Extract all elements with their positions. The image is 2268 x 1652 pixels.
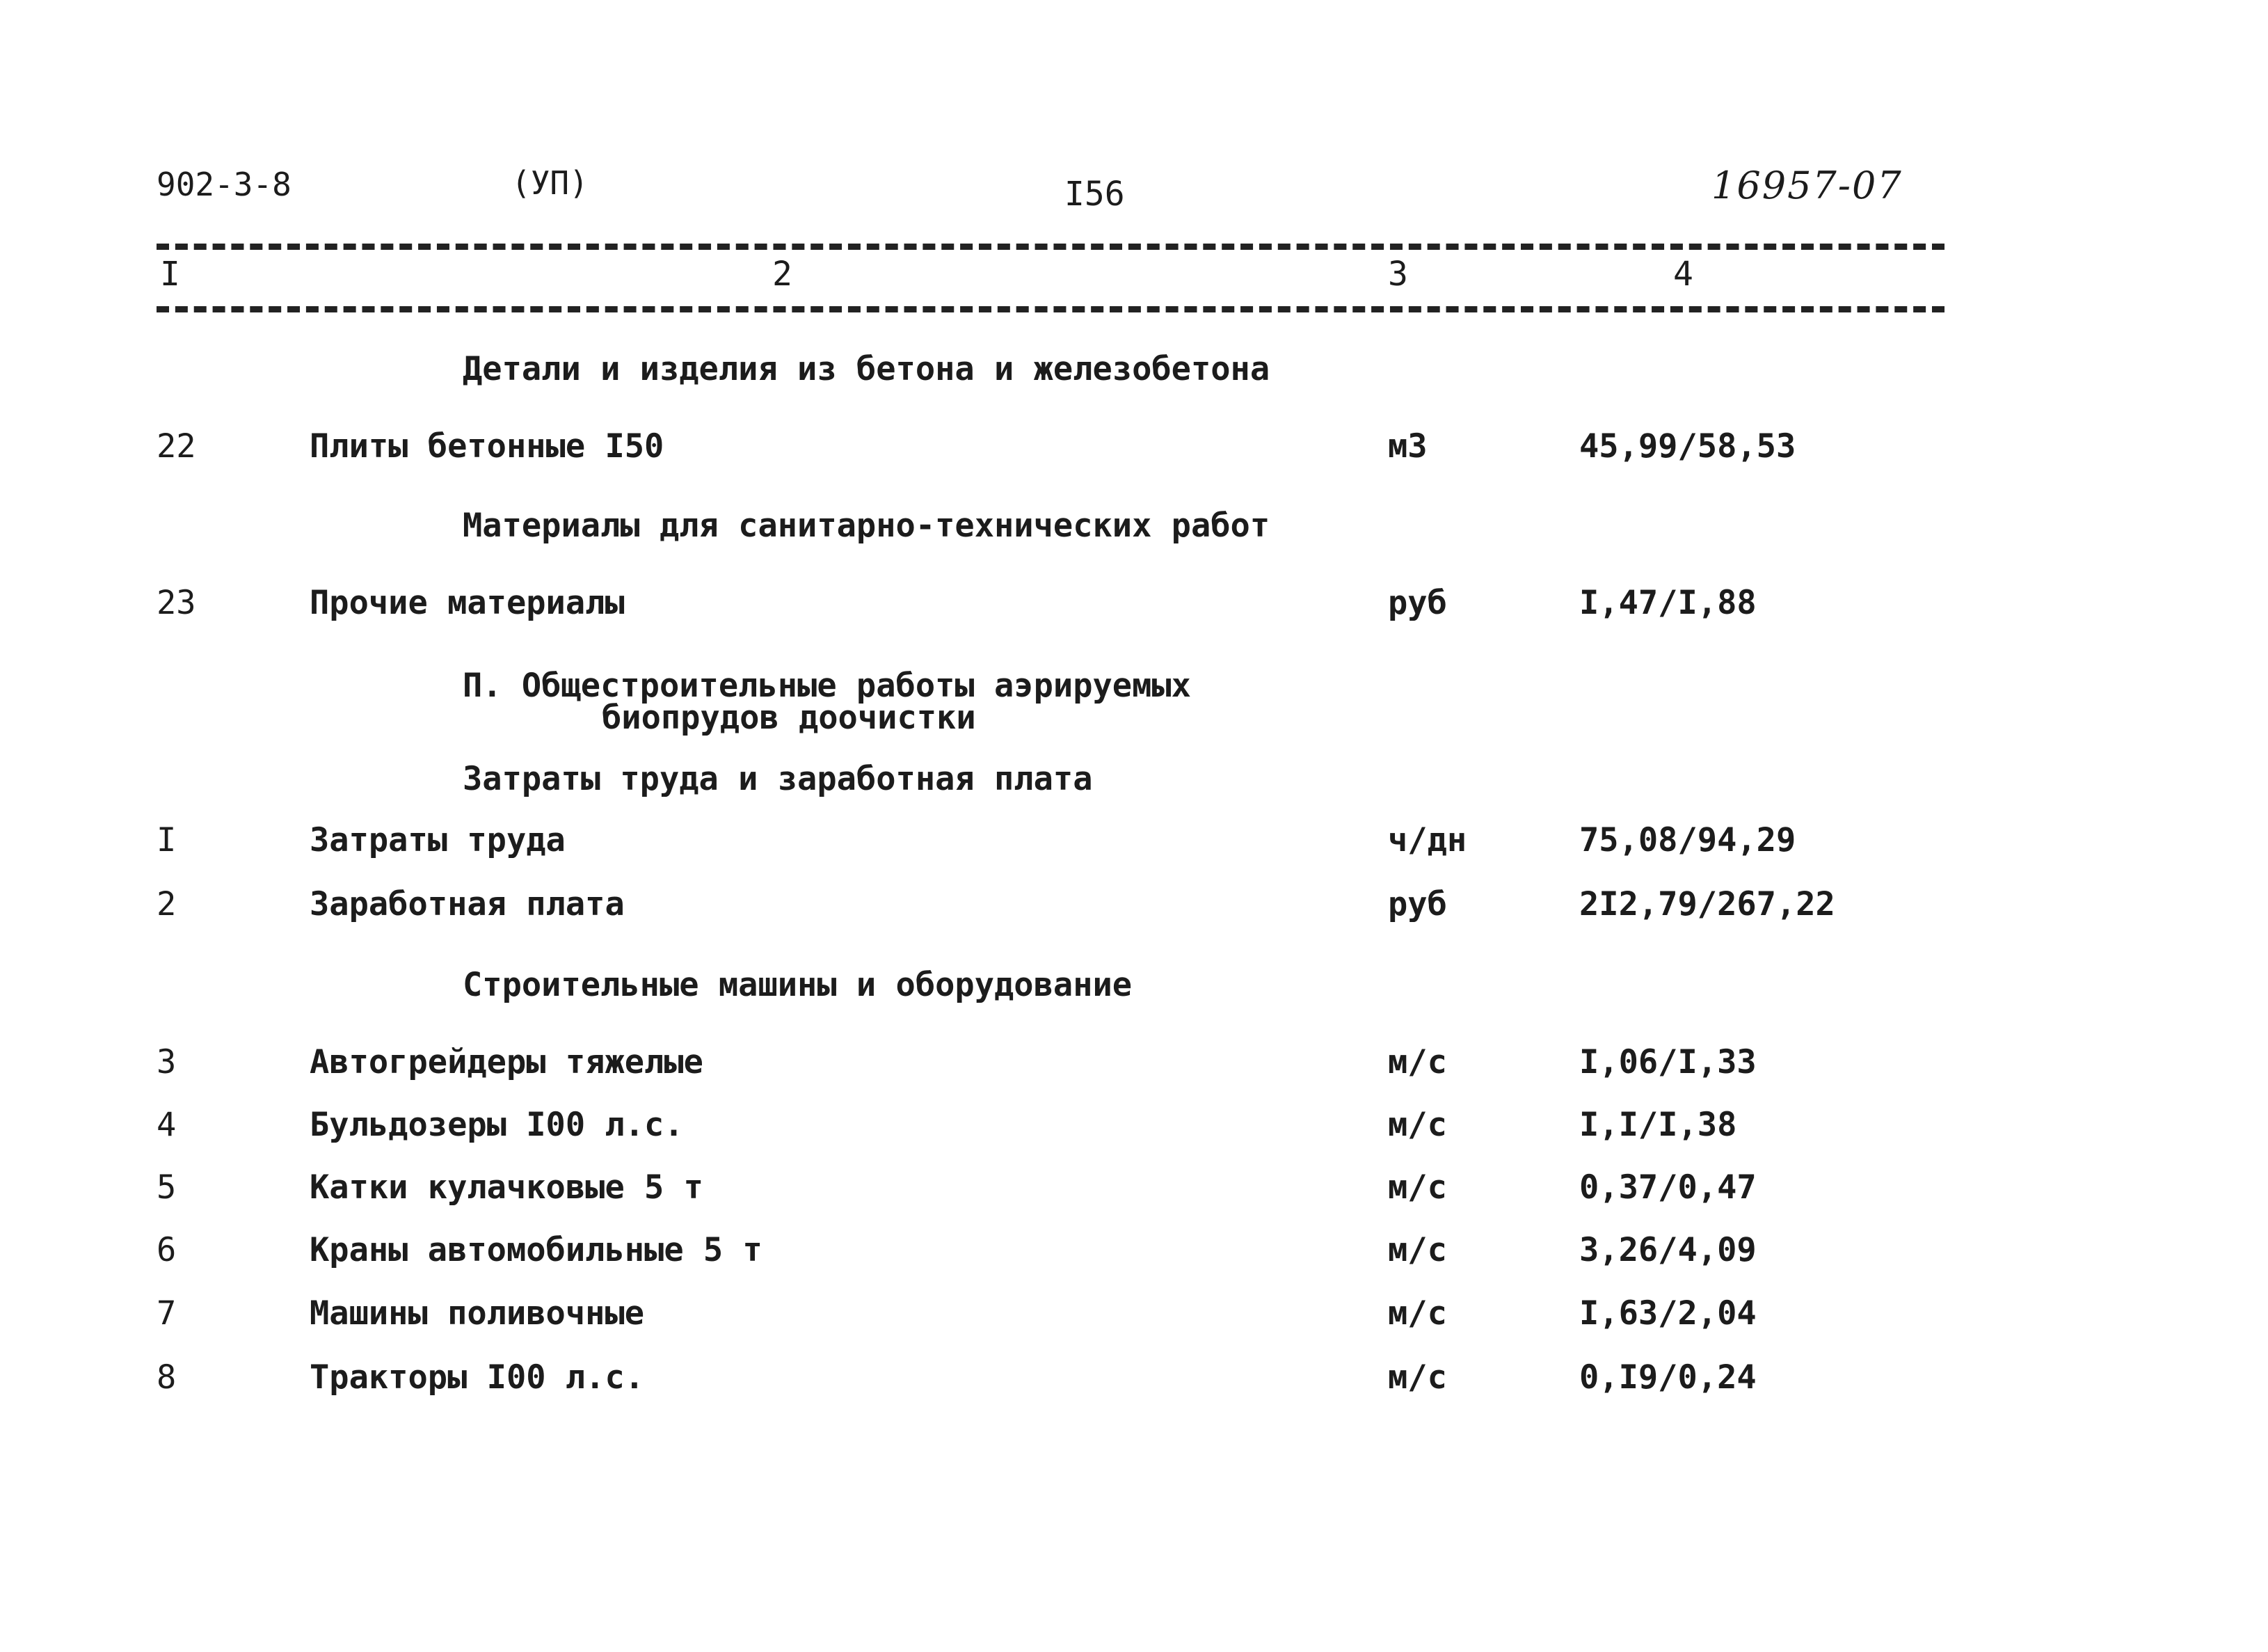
row-name: Катки кулачковые 5 т: [310, 1168, 703, 1207]
row-value: 3,26/4,09: [1579, 1231, 1757, 1269]
section-heading: Затраты труда и заработная плата: [463, 760, 1093, 798]
section-heading: Материалы для санитарно-технических работ: [463, 507, 1270, 545]
row-number: 23: [157, 584, 196, 622]
row-unit: руб: [1388, 885, 1447, 923]
table-row: [0, 1042, 2268, 1083]
bottom-dashed-rule: [157, 306, 1944, 312]
row-number: 2: [157, 885, 177, 923]
table-row: [0, 1104, 2268, 1146]
row-unit: руб: [1388, 584, 1447, 622]
table-row: [0, 1293, 2268, 1335]
row-value: I,I/I,38: [1579, 1106, 1737, 1144]
document-number: 16957-07: [1711, 164, 1903, 207]
part-heading-line-2: биопрудов доочистки: [602, 699, 976, 737]
row-value: 75,08/94,29: [1579, 821, 1796, 859]
row-unit: м3: [1388, 427, 1428, 466]
row-name: Тракторы I00 л.с.: [310, 1358, 645, 1397]
row-unit: м/с: [1388, 1106, 1447, 1144]
row-value: I,63/2,04: [1579, 1294, 1757, 1333]
row-number: 8: [157, 1358, 177, 1397]
part-heading-line-1: П. Общестроительные работы аэрируемых: [463, 667, 1191, 705]
column-number-3: 3: [1388, 255, 1408, 294]
section-heading: Детали и изделия из бетона и железобетона: [463, 350, 1270, 388]
row-name: Бульдозеры I00 л.с.: [310, 1106, 684, 1144]
row-unit: м/с: [1388, 1043, 1447, 1081]
row-number: I: [157, 821, 177, 859]
row-name: Плиты бетонные I50: [310, 427, 664, 466]
table-row: [0, 820, 2268, 861]
row-number: 5: [157, 1168, 177, 1207]
row-name: Краны автомобильные 5 т: [310, 1231, 762, 1269]
row-value: 0,37/0,47: [1579, 1168, 1757, 1207]
row-value: I,06/I,33: [1579, 1043, 1757, 1081]
column-number-2: 2: [772, 255, 792, 294]
row-unit: м/с: [1388, 1231, 1447, 1269]
row-unit: ч/дн: [1388, 821, 1467, 859]
row-unit: м/с: [1388, 1358, 1447, 1397]
part-heading: [463, 667, 1191, 737]
column-number-4: 4: [1673, 255, 1693, 294]
project-code: 902-3-8: [157, 166, 292, 203]
row-name: Затраты труда: [310, 821, 566, 859]
row-value: 0,I9/0,24: [1579, 1358, 1757, 1397]
row-number: 3: [157, 1043, 177, 1081]
row-value: 2I2,79/267,22: [1579, 885, 1835, 923]
column-number-1: I: [160, 255, 180, 294]
row-value: 45,99/58,53: [1579, 427, 1796, 466]
row-name: Прочие материалы: [310, 584, 625, 622]
section-heading: Строительные машины и оборудование: [463, 966, 1133, 1004]
table-row: [0, 1357, 2268, 1399]
table-row: [0, 582, 2268, 624]
row-name: Заработная плата: [310, 885, 625, 923]
row-unit: м/с: [1388, 1294, 1447, 1333]
row-unit: м/с: [1388, 1168, 1447, 1207]
page-number: I56: [1064, 175, 1125, 214]
row-name: Машины поливочные: [310, 1294, 645, 1333]
row-number: 4: [157, 1106, 177, 1144]
row-number: 7: [157, 1294, 177, 1333]
row-value: I,47/I,88: [1579, 584, 1757, 622]
table-row: [0, 426, 2268, 468]
variant-label: (УП): [511, 164, 589, 202]
table-row: [0, 884, 2268, 926]
table-row: [0, 1167, 2268, 1209]
row-name: Автогрейдеры тяжелые: [310, 1043, 703, 1081]
table-row: [0, 1230, 2268, 1271]
row-number: 6: [157, 1231, 177, 1269]
row-number: 22: [157, 427, 196, 466]
top-dashed-rule: [157, 244, 1944, 250]
